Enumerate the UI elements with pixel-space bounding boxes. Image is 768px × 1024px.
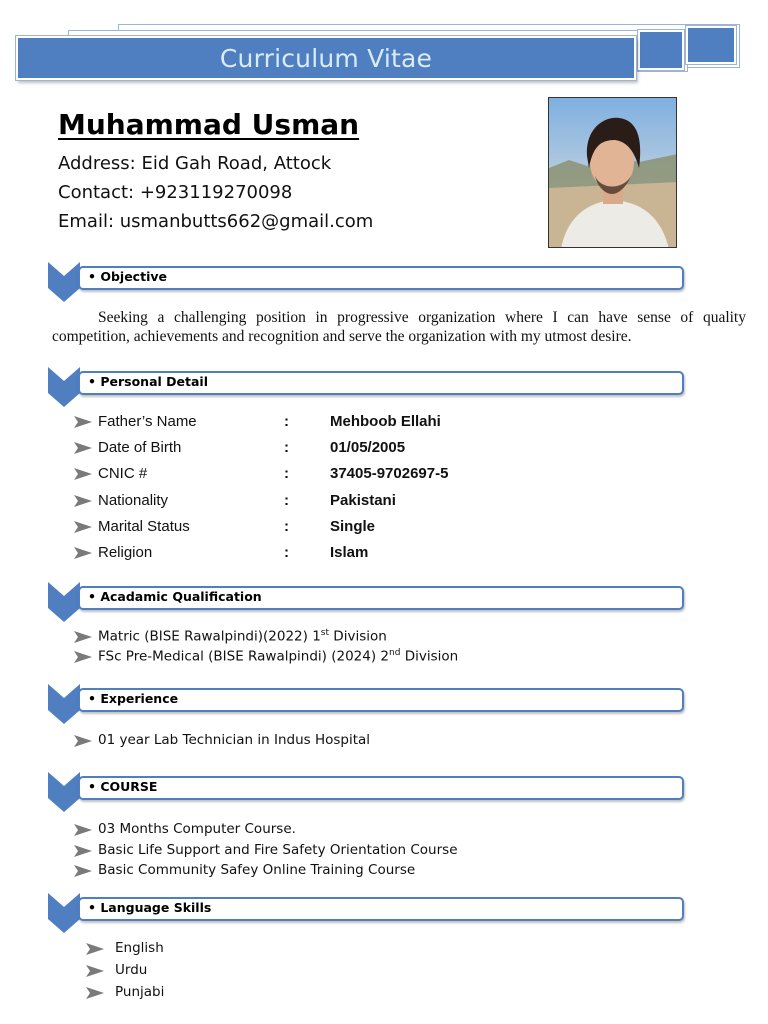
section-experience bbox=[48, 686, 688, 726]
section-academic-qualification bbox=[48, 584, 688, 624]
chevron-down-icon bbox=[48, 893, 82, 935]
detail-label: Date of Birth bbox=[98, 439, 182, 456]
section-title: • COURSE bbox=[88, 779, 158, 794]
academic-item bbox=[98, 648, 458, 665]
language-item: Urdu bbox=[115, 962, 148, 978]
detail-colon: : bbox=[284, 544, 289, 561]
arrow-bullet-icon bbox=[74, 521, 92, 533]
banner-square-2 bbox=[638, 30, 684, 70]
academic-item-text: Matric (BISE Rawalpindi)(2022) 1 bbox=[98, 628, 321, 645]
detail-label: Father’s Name bbox=[98, 413, 197, 430]
detail-value: Mehboob Ellahi bbox=[330, 413, 441, 430]
arrow-bullet-icon bbox=[86, 987, 104, 999]
chevron-down-icon bbox=[48, 684, 82, 726]
section-personal-detail bbox=[48, 369, 688, 409]
chevron-down-icon bbox=[48, 582, 82, 624]
arrow-bullet-icon bbox=[74, 547, 92, 559]
section-course bbox=[48, 774, 688, 814]
detail-label: Religion bbox=[98, 544, 153, 561]
arrow-bullet-icon bbox=[74, 865, 92, 877]
section-bar bbox=[78, 776, 684, 800]
detail-value: Single bbox=[330, 518, 376, 535]
detail-value: Islam bbox=[330, 544, 369, 561]
arrow-bullet-icon bbox=[74, 651, 92, 663]
detail-label: CNIC # bbox=[98, 465, 148, 482]
arrow-bullet-icon bbox=[74, 416, 92, 428]
academic-item bbox=[98, 628, 387, 645]
section-title: • Acadamic Qualification bbox=[88, 589, 262, 604]
detail-value: 01/05/2005 bbox=[330, 439, 406, 456]
arrow-bullet-icon bbox=[74, 468, 92, 480]
detail-value: Pakistani bbox=[330, 492, 396, 509]
section-title: • Objective bbox=[88, 269, 167, 284]
section-objective bbox=[48, 264, 688, 304]
language-item: English bbox=[115, 940, 164, 956]
email-line: Email: usmanbutts662@gmail.com bbox=[58, 211, 374, 232]
course-item: Basic Community Safey Online Training Course bbox=[98, 862, 416, 878]
section-bar bbox=[78, 266, 684, 290]
course-item: Basic Life Support and Fire Safety Orientation Course bbox=[98, 842, 458, 858]
arrow-bullet-icon bbox=[74, 735, 92, 747]
language-item: Punjabi bbox=[115, 984, 165, 1000]
academic-item-tail: Division bbox=[329, 628, 387, 645]
detail-colon: : bbox=[284, 439, 289, 456]
course-item: 03 Months Computer Course. bbox=[98, 821, 296, 837]
academic-item-tail: Division bbox=[400, 648, 459, 665]
profile-photo bbox=[548, 97, 677, 248]
arrow-bullet-icon bbox=[74, 442, 92, 454]
section-title: • Personal Detail bbox=[88, 374, 208, 389]
academic-item-suffix: st bbox=[320, 628, 330, 638]
arrow-bullet-icon bbox=[86, 965, 104, 977]
objective-text: Seeking a challenging position in progressive organization where I can have sense of quality competition, achievements and recognition and serve the organization with my utmost desire. bbox=[52, 309, 746, 345]
section-title: • Language Skills bbox=[88, 900, 212, 915]
detail-colon: : bbox=[284, 492, 289, 509]
arrow-bullet-icon bbox=[86, 943, 104, 955]
detail-colon: : bbox=[284, 465, 289, 482]
arrow-bullet-icon bbox=[74, 845, 92, 857]
title-banner bbox=[16, 36, 636, 80]
detail-colon: : bbox=[284, 518, 289, 535]
arrow-bullet-icon bbox=[74, 495, 92, 507]
chevron-down-icon bbox=[48, 367, 82, 409]
arrow-bullet-icon bbox=[74, 824, 92, 836]
academic-item-suffix: nd bbox=[389, 648, 401, 658]
detail-value: 37405-9702697-5 bbox=[330, 465, 449, 482]
contact-line: Contact: +923119270098 bbox=[58, 182, 293, 203]
academic-item-text: FSc Pre-Medical (BISE Rawalpindi) (2024) 2 bbox=[98, 648, 390, 665]
cv-title: Curriculum Vitae bbox=[219, 43, 433, 73]
section-language-skills bbox=[48, 895, 688, 935]
candidate-name: Muhammad Usman bbox=[58, 108, 360, 141]
chevron-down-icon bbox=[48, 772, 82, 814]
banner-square bbox=[686, 26, 736, 64]
detail-label: Nationality bbox=[98, 492, 169, 509]
address-line: Address: Eid Gah Road, Attock bbox=[58, 153, 332, 174]
detail-label: Marital Status bbox=[98, 518, 190, 535]
chevron-down-icon bbox=[48, 262, 82, 304]
section-title: • Experience bbox=[88, 691, 179, 706]
arrow-bullet-icon bbox=[74, 631, 92, 643]
detail-colon: : bbox=[284, 413, 289, 430]
experience-item: 01 year Lab Technician in Indus Hospital bbox=[98, 732, 371, 748]
